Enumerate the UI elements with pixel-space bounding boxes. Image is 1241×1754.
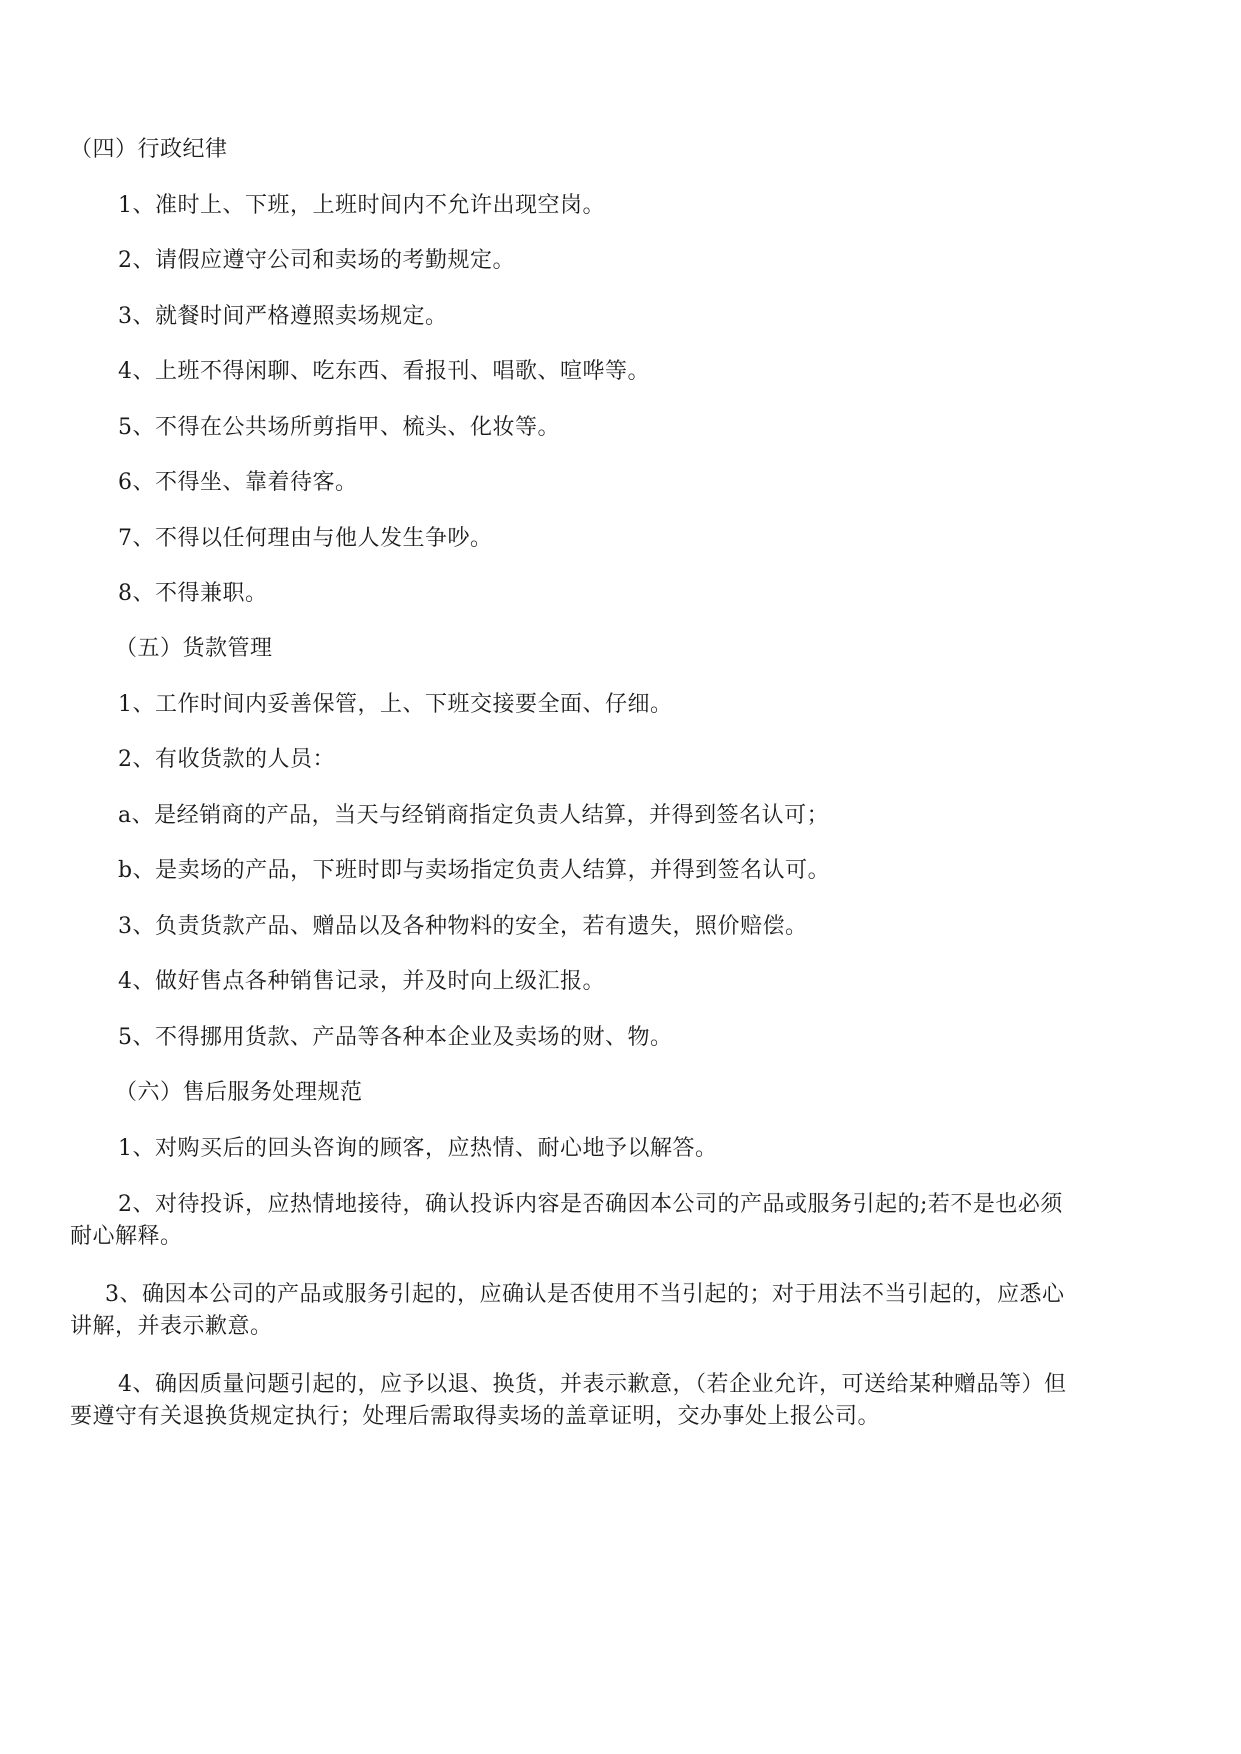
list-item: 1、准时上、下班，上班时间内不允许出现空岗。 <box>118 193 605 218</box>
list-item: 2、有收货款的人员： <box>118 747 335 772</box>
list-item: 6、不得坐、靠着待客。 <box>118 470 358 495</box>
section-heading-payment-management: （五）货款管理 <box>115 636 273 661</box>
list-item-line: 耐心解释。 <box>70 1224 183 1249</box>
list-item: 3、负责货款产品、赠品以及各种物料的安全，若有遗失，照价赔偿。 <box>118 914 808 939</box>
list-item-line: 讲解，并表示歉意。 <box>70 1314 273 1339</box>
list-item: 4、上班不得闲聊、吃东西、看报刊、唱歌、喧哗等。 <box>118 359 650 384</box>
list-item: 5、不得在公共场所剪指甲、梳头、化妆等。 <box>118 415 560 440</box>
section-heading-admin-discipline: （四）行政纪律 <box>70 137 228 162</box>
list-item: b、是卖场的产品，下班时即与卖场指定负责人结算，并得到签名认可。 <box>118 858 831 883</box>
list-item: a、是经销商的产品，当天与经销商指定负责人结算，并得到签名认可； <box>118 803 830 828</box>
section-heading-after-sales: （六）售后服务处理规范 <box>115 1080 363 1105</box>
list-item: 7、不得以任何理由与他人发生争吵。 <box>118 526 493 551</box>
list-item: 1、工作时间内妥善保管，上、下班交接要全面、仔细。 <box>118 692 673 717</box>
list-item-line: 4、确因质量问题引起的，应予以退、换货，并表示歉意，（若企业允许，可送给某种赠品等）但 <box>118 1372 1067 1397</box>
list-item: 2、请假应遵守公司和卖场的考勤规定。 <box>118 248 515 273</box>
list-item: 3、就餐时间严格遵照卖场规定。 <box>118 304 448 329</box>
list-item: 8、不得兼职。 <box>118 581 268 606</box>
list-item-line: 要遵守有关退换货规定执行；处理后需取得卖场的盖章证明，交办事处上报公司。 <box>70 1404 881 1429</box>
list-item: 1、对购买后的回头咨询的顾客，应热情、耐心地予以解答。 <box>118 1136 718 1161</box>
list-item: 4、做好售点各种销售记录，并及时向上级汇报。 <box>118 969 605 994</box>
list-item: 5、不得挪用货款、产品等各种本企业及卖场的财、物。 <box>118 1025 673 1050</box>
list-item-line: 2、对待投诉，应热情地接待，确认投诉内容是否确因本公司的产品或服务引起的;若不是也必须 <box>118 1192 1063 1217</box>
list-item-line: 3、确因本公司的产品或服务引起的，应确认是否使用不当引起的；对于用法不当引起的，应悉心 <box>105 1282 1065 1307</box>
